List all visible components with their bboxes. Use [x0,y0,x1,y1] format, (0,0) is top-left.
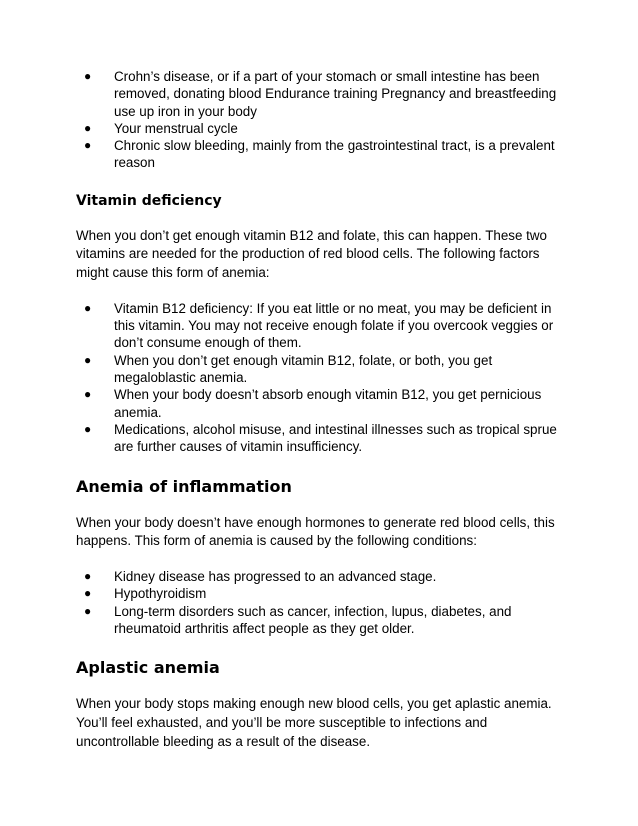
causes-list [76,68,566,172]
bullet-icon: ● [84,138,92,153]
list-item-text: Long-term disorders such as cancer, infection, lupus, diabetes, and rheumatoid arthritis affect people as they get older. [114,603,512,636]
section-paragraph: When your body doesn’t have enough hormones to generate red blood cells, this happens. This form of anemia is caused by the following conditions: [76,514,555,549]
list-item [76,68,566,120]
list-item [76,137,566,172]
list-item-text: Vitamin B12 deficiency: If you eat little or no meat, you may be deficient in this vitamin. You may not receive enough folate if you overcook veggies or don’t consume enough of them. [114,300,554,351]
bullet-icon: ● [84,120,92,135]
list-item-text: When your body doesn’t absorb enough vitamin B12, you get pernicious anemia. [114,387,542,420]
list-item-text: Medications, alcohol misuse, and intestinal illnesses such as tropical sprue are further causes of vitamin insufficiency. [114,421,557,455]
bullet-icon: ● [84,352,92,367]
document-page [76,68,566,751]
bullet-icon: ● [84,603,92,618]
list-item [76,421,566,456]
list-item [76,585,566,602]
list-item-text: When you don’t get enough vitamin B12, folate, or both, you get megaloblastic anemia. [114,352,493,386]
section-heading-vitamin-deficiency: Vitamin deficiency [76,192,222,209]
list-item-text: Chronic slow bleeding, mainly from the gastrointestinal tract, is a prevalent reason [114,138,555,171]
section-paragraph: When you don’t get enough vitamin B12 and folate, this can happen. These two vitamins are needed for the production of red blood cells. The following factors might cause this form of anemia: [76,227,547,281]
list-item-text: Kidney disease has progressed to an advanced stage. [114,568,437,584]
list-item-text: Crohn’s disease, or if a part of your stomach or small intestine has been removed, donating blood Endurance training Pregnancy and breastfeeding use up iron in your body [114,69,557,119]
vitamin-deficiency-list [76,300,566,456]
list-item [76,568,566,585]
section-paragraph: When your body stops making enough new blood cells, you get aplastic anemia. You’ll feel exhausted, and you’ll be more susceptible to infections and uncontrollable bleeding as a result of the disease. [76,696,552,749]
list-item-text: Hypothyroidism [114,586,207,602]
list-item [76,300,566,352]
bullet-icon: ● [84,568,92,583]
section-heading-anemia-of-inflammation: Anemia of inflammation [76,476,292,496]
bullet-icon: ● [84,387,92,402]
bullet-icon: ● [84,586,92,601]
section-heading-aplastic-anemia: Aplastic anemia [76,658,220,678]
list-item [76,120,566,137]
list-item [76,352,566,387]
list-item-text: Your menstrual cycle [114,120,238,136]
inflammation-list [76,568,566,637]
list-item [76,386,566,421]
bullet-icon: ● [84,69,92,83]
list-item [76,603,566,638]
bullet-icon: ● [84,421,92,436]
bullet-icon: ● [84,300,92,315]
